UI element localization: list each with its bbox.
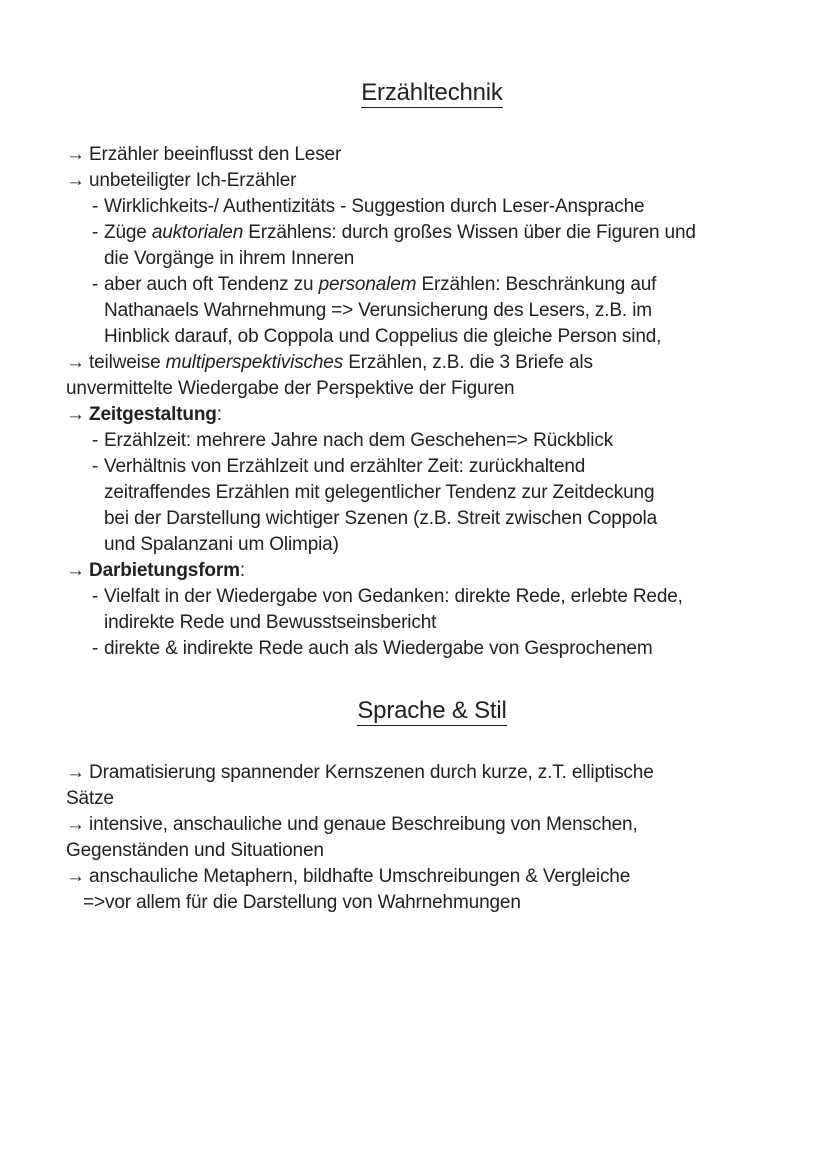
line-text: unbeteiligter Ich-Erzähler (89, 170, 297, 191)
line-text: Nathanaels Wahrnehmung => Verunsicherung des Lesers, z.B. im (104, 300, 652, 321)
list-item (66, 142, 798, 168)
line-text: aber auch oft Tendenz zu (104, 274, 319, 295)
list-subitem (66, 272, 798, 298)
line-text: Vielfalt in der Wiedergabe von Gedanken: direkte Rede, erlebte Rede, (104, 586, 683, 607)
dash-bullet: - (92, 586, 99, 607)
line-text: Erzählen, z.B. die 3 Briefe als (343, 352, 593, 373)
list-subitem (66, 636, 798, 662)
arrow-bullet: → (66, 404, 85, 425)
list-subitem-continuation (66, 246, 798, 272)
line-text: zeitraffendes Erzählen mit gelegentlicher Tendenz zur Zeitdeckung (104, 482, 655, 503)
list-item (66, 760, 798, 786)
list-item (66, 812, 798, 838)
dash-bullet: - (92, 430, 99, 451)
list-subitem-continuation (66, 480, 798, 506)
list-item-continuation (66, 786, 798, 812)
line-text: Erzählens: durch großes Wissen über die Figuren und (243, 222, 696, 243)
list-item (66, 350, 798, 376)
arrow-bullet: → (66, 866, 85, 887)
line-text: Erzählen: Beschränkung auf (416, 274, 657, 295)
arrow-bullet: → (66, 352, 85, 373)
arrow-bullet: → (66, 814, 85, 835)
line-text-italic: multiperspektivisches (165, 352, 344, 373)
line-text-italic: auktorialen (151, 222, 244, 243)
arrow-bullet: → (66, 170, 85, 191)
line-text: intensive, anschauliche und genaue Beschreibung von Menschen, (89, 814, 638, 835)
list-item (66, 558, 798, 584)
line-text: Sätze (66, 788, 114, 809)
line-text: bei der Darstellung wichtiger Szenen (z.B. Streit zwischen Coppola (104, 508, 657, 529)
list-item-continuation (66, 376, 798, 402)
line-text: direkte & indirekte Rede auch als Wiedergabe von Gesprochenem (104, 638, 653, 659)
line-text: Dramatisierung spannender Kernszenen durch kurze, z.T. elliptische (89, 762, 654, 783)
line-text-bold: Darbietungsform (89, 560, 240, 581)
dash-bullet: - (92, 196, 99, 217)
line-text: Erzählzeit: mehrere Jahre nach dem Geschehen=> Rückblick (104, 430, 614, 451)
arrow-bullet: → (66, 144, 85, 165)
dash-bullet: - (92, 638, 99, 659)
line-text: teilweise (89, 352, 166, 373)
line-text-bold: Zeitgestaltung (89, 404, 217, 425)
list-item (66, 402, 798, 428)
line-text: Verhältnis von Erzählzeit und erzählter Zeit: zurückhaltend (104, 456, 586, 477)
arrow-bullet: → (66, 762, 85, 783)
list-subitem-continuation (66, 610, 798, 636)
line-text: und Spalanzani um Olimpia) (104, 534, 339, 555)
dash-bullet: - (92, 222, 99, 243)
list-item (66, 168, 798, 194)
line-text: vor allem für die Darstellung von Wahrnehmungen (105, 892, 521, 913)
implication-bullet: => (83, 892, 105, 913)
line-text: indirekte Rede und Bewusstseinsbericht (104, 612, 437, 633)
list-item (66, 864, 798, 890)
list-subitem (66, 220, 798, 246)
line-text-italic: personalem (318, 274, 417, 295)
list-subitem-continuation (66, 324, 798, 350)
line-text: Erzähler beeinflusst den Leser (89, 144, 342, 165)
list-subitem (66, 584, 798, 610)
dash-bullet: - (92, 456, 99, 477)
line-text: Hinblick darauf, ob Coppola und Coppelius die gleiche Person sind, (104, 326, 662, 347)
section-title-erzaehltechnik (66, 80, 798, 106)
line-text: Gegenständen und Situationen (66, 840, 324, 861)
line-text: : (216, 404, 222, 425)
section-title-sprache-stil (66, 698, 798, 724)
list-subitem (66, 194, 798, 220)
section-title-text: Sprache & Stil (357, 697, 507, 724)
line-text: unvermittelte Wiedergabe der Perspektive der Figuren (66, 378, 515, 399)
list-item-continuation (66, 838, 798, 864)
line-text: die Vorgänge in ihrem Inneren (104, 248, 355, 269)
arrow-bullet: → (66, 560, 85, 581)
line-text: anschauliche Metaphern, bildhafte Umschreibungen & Vergleiche (89, 866, 631, 887)
line-text: Wirklichkeits-/ Authentizitäts - Suggestion durch Leser-Ansprache (104, 196, 645, 217)
list-subitem (66, 454, 798, 480)
list-subitem (66, 428, 798, 454)
section-title-text: Erzähltechnik (361, 79, 503, 106)
line-text: Züge (104, 222, 152, 243)
list-subitem-continuation (66, 298, 798, 324)
list-item-implication (66, 890, 798, 916)
dash-bullet: - (92, 274, 99, 295)
list-subitem-continuation (66, 532, 798, 558)
list-subitem-continuation (66, 506, 798, 532)
line-text: : (239, 560, 245, 581)
